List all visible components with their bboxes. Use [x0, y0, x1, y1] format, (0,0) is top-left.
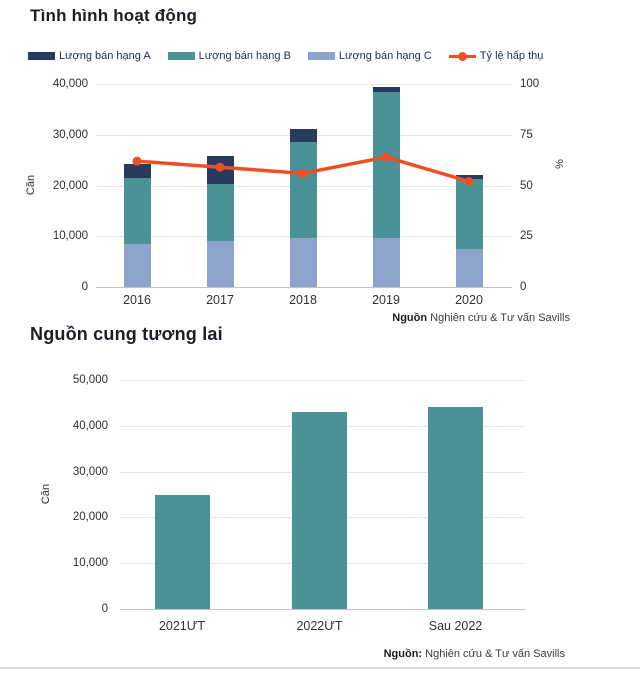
- chart2-source: [384, 648, 565, 660]
- legend-item: [449, 50, 544, 62]
- gridline: [96, 287, 512, 288]
- chart1-x-tick: 2018: [289, 293, 317, 307]
- absorption-line-point: [465, 177, 474, 186]
- chart1-y-tick-left: 20,000: [52, 179, 88, 192]
- chart1-title: Tình hình hoạt động: [30, 6, 198, 25]
- absorption-line-point: [133, 157, 142, 166]
- chart1-source-label: Nguồn: [392, 312, 428, 324]
- chart1-x-tick: 2017: [206, 293, 234, 307]
- chart1-y-tick-left: 10,000: [52, 230, 88, 243]
- chart2-y-tick: 50,000: [72, 374, 108, 386]
- legend-item: [308, 50, 432, 62]
- chart1-legend: [28, 50, 543, 62]
- chart1-source: [392, 312, 570, 324]
- gridline: [120, 380, 525, 381]
- chart1-y-tick-right: 50: [520, 179, 533, 192]
- gridline: [120, 609, 525, 610]
- chart2-x-tick: Sau 2022: [428, 619, 483, 633]
- chart1-x-tick: 2019: [372, 293, 400, 307]
- chart1-y-tick-right: 75: [520, 128, 533, 141]
- supply-bar: [292, 412, 347, 609]
- absorption-line-point: [382, 153, 391, 162]
- chart2-y-tick: 30,000: [72, 465, 108, 478]
- chart2-y-axis-label: Căn: [40, 483, 52, 505]
- chart1-y-tick-right: 25: [520, 230, 533, 243]
- chart1-y-tick-left: 40,000: [52, 78, 88, 90]
- absorption-rate-line: [96, 84, 512, 287]
- absorption-line-point: [299, 169, 308, 178]
- chart1-y-tick-left: 30,000: [52, 128, 88, 141]
- chart1-y-tick-left: 0: [81, 281, 88, 293]
- legend-label: Lượng bán hạng A: [59, 50, 151, 62]
- chart1-x-tick: 2020: [455, 293, 483, 307]
- supply-bar: [155, 495, 210, 610]
- legend-swatch-icon: [168, 52, 195, 60]
- chart1-x-tick: 2016: [123, 293, 151, 307]
- chart1-y-tick-right: 0: [520, 281, 527, 293]
- chart1-y-axis-label-left: Căn: [25, 174, 37, 196]
- chart2-x-tick: 2021ƯT: [158, 619, 206, 633]
- legend-item: [28, 50, 151, 62]
- supply-bar: [428, 407, 483, 609]
- legend-label: Tỷ lệ hấp thụ: [479, 50, 544, 62]
- legend-item: [168, 50, 291, 62]
- chart2-y-tick: 40,000: [72, 419, 108, 432]
- legend-line-dot: [458, 52, 467, 61]
- chart2-x-tick: 2022ƯT: [296, 619, 343, 633]
- chart1-source-text: Nghiên cứu & Tư vấn Savills: [427, 312, 570, 324]
- legend-label: Lượng bán hạng C: [338, 50, 432, 62]
- chart2-y-tick: 10,000: [72, 557, 108, 570]
- absorption-line-point: [216, 163, 225, 172]
- legend-label: Lượng bán hạng B: [198, 50, 291, 62]
- chart2-title: Nguồn cung tương lai: [30, 324, 223, 344]
- legend-swatch-icon: [28, 52, 55, 60]
- legend-line-marker-icon: [449, 52, 476, 61]
- chart1-y-tick-right: 100: [520, 78, 540, 90]
- chart1-y-axis-label-right: %: [554, 159, 566, 169]
- chart1-plot-area: [96, 84, 512, 287]
- chart2-source-label: Nguồn:: [383, 648, 423, 660]
- chart2-y-tick: 20,000: [72, 511, 108, 524]
- chart2-source-text: Nghiên cứu & Tư vấn Savills: [422, 648, 565, 660]
- legend-swatch-icon: [308, 52, 335, 60]
- chart2-plot-area: [120, 380, 525, 609]
- chart2-y-tick: 0: [101, 603, 108, 615]
- bottom-divider: [0, 667, 640, 669]
